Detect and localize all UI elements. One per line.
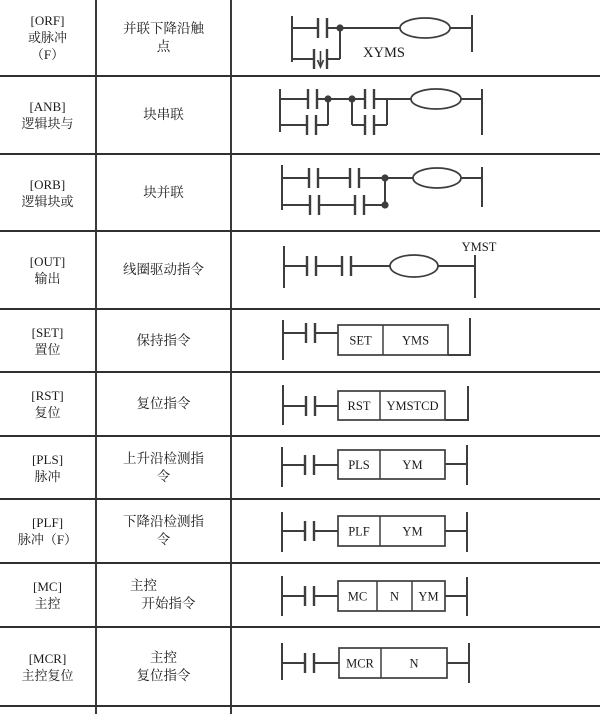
- ladder-diagram-cell: [232, 373, 600, 435]
- coil: [390, 255, 438, 277]
- mnemonic-line: （F）: [30, 47, 65, 62]
- mnemonic-line: 或脉冲: [27, 30, 67, 45]
- instruction-box: [339, 648, 447, 678]
- mnemonic-line: 主控: [34, 596, 61, 611]
- ladder-diagram-cell: [232, 707, 600, 714]
- ladder-diagram: [232, 77, 600, 153]
- table-row: [0, 373, 600, 437]
- mnemonic-line: 主控复位: [21, 667, 74, 683]
- ladder-diagram: [232, 232, 600, 308]
- mnemonic-cell: [0, 564, 97, 626]
- mnemonic-line: [SET]: [31, 324, 64, 340]
- diagram-label: YM: [402, 458, 423, 472]
- diagram-label: YM: [418, 589, 439, 604]
- mnemonic-cell: [0, 155, 97, 230]
- diagram-label: YMS: [401, 333, 430, 348]
- mnemonic-line: 脉冲: [34, 468, 61, 484]
- contact: [306, 323, 315, 343]
- diagram-label: RST: [347, 399, 371, 413]
- mnemonic-cell: [0, 232, 97, 308]
- contact: [308, 89, 317, 109]
- contact: [355, 195, 364, 215]
- mnemonic-line: [MCR]: [28, 650, 67, 666]
- contact: [305, 521, 314, 541]
- table-row: [0, 564, 600, 628]
- contact: [307, 115, 316, 135]
- ladder-diagram: [232, 437, 600, 498]
- table-row: [0, 232, 600, 310]
- contact: [305, 586, 314, 606]
- table-row: [0, 155, 600, 232]
- description-cell: [97, 564, 232, 626]
- contact: [309, 168, 318, 188]
- description-line: 块串联: [143, 107, 184, 122]
- junction-dot: [324, 95, 331, 102]
- mnemonic-cell: [0, 628, 97, 705]
- description-line: 复位指令: [136, 396, 191, 411]
- diagram-label: MC: [347, 589, 368, 604]
- mnemonic-line: [ANB]: [29, 99, 66, 114]
- diagram-label: PLF: [348, 524, 370, 539]
- mnemonic-line: [MC]: [33, 579, 62, 594]
- description-cell: [97, 310, 232, 371]
- description-line: 上升沿检测指: [123, 450, 204, 466]
- table-row: [0, 628, 600, 707]
- mnemonic-cell: [0, 500, 97, 562]
- description-cell: [97, 500, 232, 562]
- description-line: 保持指令: [136, 332, 191, 348]
- ladder-diagram: [232, 373, 600, 435]
- ladder-diagram-cell: [232, 437, 600, 498]
- mnemonic-line: [OUT]: [29, 254, 66, 269]
- mnemonic-cell: [0, 310, 97, 371]
- contact: [305, 455, 314, 475]
- mnemonic-line: [PLS]: [31, 451, 64, 467]
- diagram-label: PLS: [348, 458, 370, 472]
- ladder-diagram: [232, 500, 600, 562]
- description-cell: [97, 232, 232, 308]
- ladder-diagram-cell: [232, 232, 600, 308]
- mnemonic-cell: [0, 437, 97, 498]
- mnemonic-cell: [0, 0, 97, 75]
- description-cell: [97, 707, 232, 714]
- description-cell: [97, 77, 232, 153]
- description-cell: [97, 155, 232, 230]
- table-row: [0, 77, 600, 155]
- description-line: 令: [156, 468, 171, 484]
- table-row: [0, 500, 600, 564]
- ladder-diagram: [232, 628, 600, 705]
- table-row-partial: [0, 707, 600, 714]
- contact: [365, 89, 374, 109]
- description-line: 复位指令: [136, 667, 191, 683]
- description-line: 令: [156, 532, 171, 547]
- mnemonic-line: 复位: [34, 405, 61, 420]
- instruction-box: [338, 391, 445, 420]
- description-cell: [97, 373, 232, 435]
- diagram-label: N: [389, 589, 400, 604]
- diagram-label: YMSTCD: [386, 399, 439, 413]
- mnemonic-cell: [0, 77, 97, 153]
- ladder-diagram: [232, 310, 600, 371]
- ladder-diagram-cell: [232, 310, 600, 371]
- contact: [342, 256, 351, 276]
- diagram-label: YM: [402, 524, 423, 539]
- ladder-diagram: [232, 0, 600, 75]
- coil: [413, 168, 461, 188]
- ladder-diagram: [232, 155, 600, 230]
- contact: [306, 396, 315, 416]
- description-line: 并联下降沿触: [123, 20, 204, 36]
- mnemonic-cell: [0, 373, 97, 435]
- instruction-box: [338, 516, 445, 546]
- mnemonic-line: 脉冲（F）: [17, 532, 78, 547]
- contact: [318, 18, 327, 38]
- description-line: 点: [156, 38, 171, 54]
- ladder-diagram-cell: [232, 155, 600, 230]
- ladder-diagram-cell: [232, 0, 600, 75]
- instruction-box: [338, 450, 445, 479]
- diagram-label: SET: [349, 333, 372, 348]
- mnemonic-line: 逻辑块与: [21, 116, 74, 131]
- junction-dot: [381, 201, 388, 208]
- ladder-diagram: [232, 564, 600, 626]
- diagram-label: XYMS: [363, 45, 405, 61]
- mnemonic-line: [ORB]: [29, 176, 66, 192]
- description-line: 主控: [130, 578, 157, 593]
- contact: [310, 195, 319, 215]
- coil: [400, 18, 450, 38]
- description-cell: [97, 628, 232, 705]
- contact: [350, 168, 359, 188]
- mnemonic-line: 置位: [34, 341, 61, 357]
- description-cell: [97, 437, 232, 498]
- instruction-box: [338, 581, 445, 611]
- diagram-label: YMST: [461, 240, 497, 254]
- description-line: 开始指令: [141, 596, 196, 611]
- instruction-box: [338, 325, 448, 355]
- table-row: [0, 437, 600, 500]
- ladder-diagram-cell: [232, 564, 600, 626]
- ladder-diagram-cell: [232, 500, 600, 562]
- falling-edge-contact: [314, 49, 327, 69]
- description-line: 下降沿检测指: [123, 514, 204, 529]
- mnemonic-cell: [0, 707, 97, 714]
- mnemonic-line: [ORF]: [30, 13, 65, 28]
- mnemonic-line: 输出: [34, 271, 61, 286]
- description-line: 主控: [150, 649, 177, 665]
- ladder-diagram-cell: [232, 628, 600, 705]
- contact: [365, 115, 374, 135]
- mnemonic-line: [RST]: [31, 388, 64, 403]
- ladder-diagram-cell: [232, 77, 600, 153]
- mnemonic-line: 逻辑块或: [21, 193, 74, 209]
- description-line: 线圈驱动指令: [123, 262, 204, 277]
- contact: [307, 256, 316, 276]
- coil: [411, 89, 461, 109]
- table-row: [0, 0, 600, 77]
- diagram-label: MCR: [346, 656, 374, 671]
- table-row: [0, 310, 600, 373]
- mnemonic-line: [PLF]: [31, 515, 64, 530]
- description-line: 块并联: [143, 184, 184, 200]
- description-cell: [97, 0, 232, 75]
- contact: [305, 653, 314, 673]
- diagram-label: N: [409, 656, 419, 671]
